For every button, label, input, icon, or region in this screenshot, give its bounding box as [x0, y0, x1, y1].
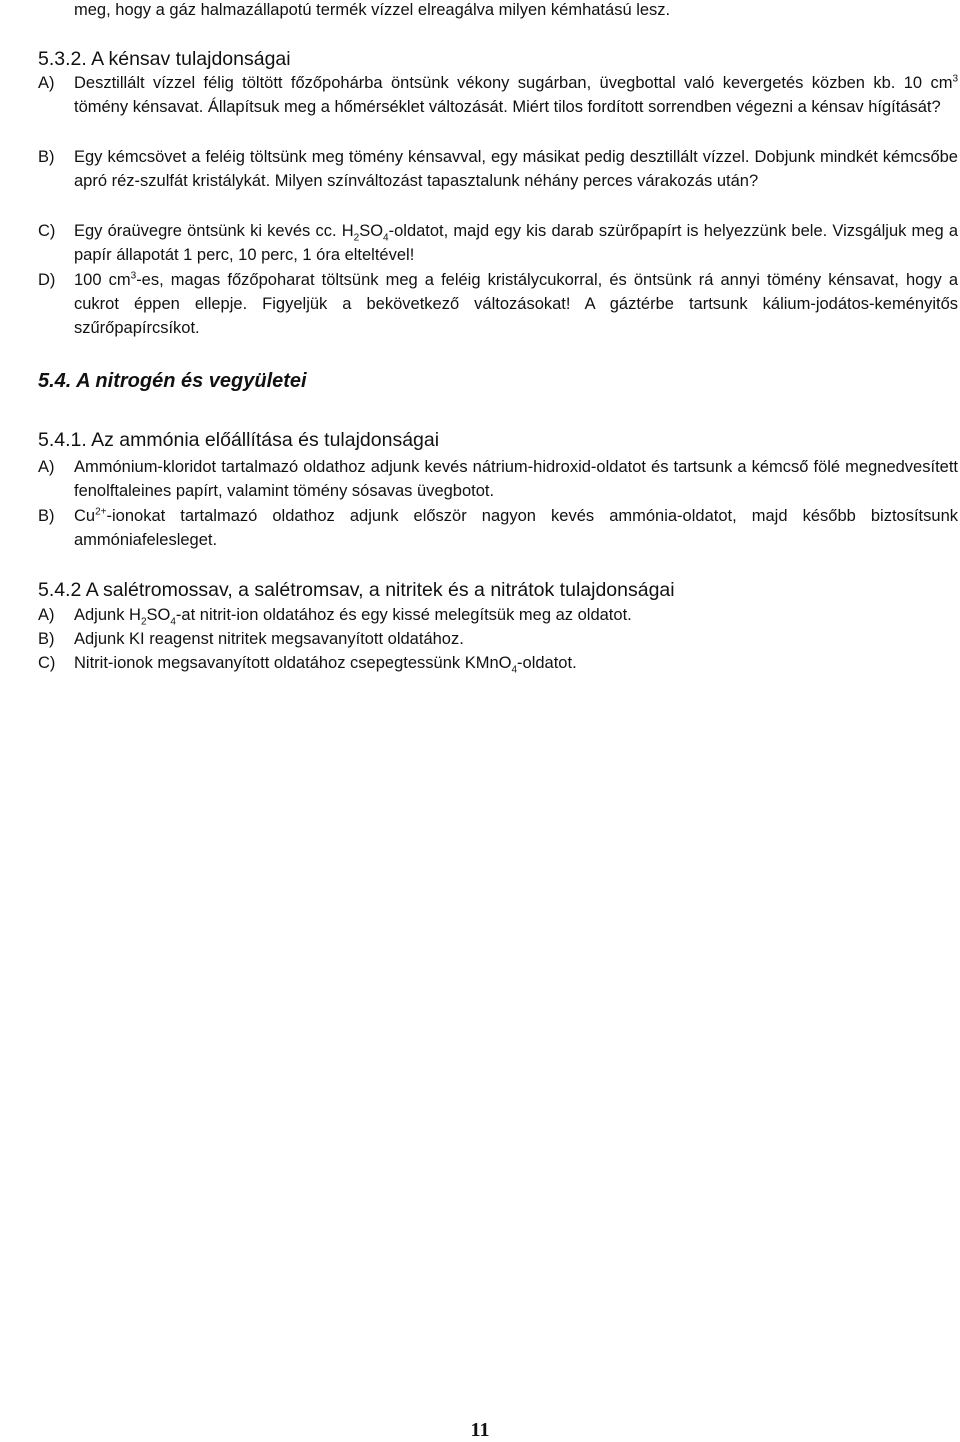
item-text: $Cu^{2+}$-ionokat tartalmazó oldathoz adjunk először nagyon kevés ammónia-oldatot, majd később biztosítsunk ammóniafelesleget. [74, 506, 958, 549]
list-item [38, 145, 958, 193]
list-item [38, 71, 958, 119]
item-label: B) [38, 630, 55, 648]
item-text: Egy kémcsövet a feléig töltsünk meg tömény kénsavval, egy másikat pedig desztillált vízzel. Dobjunk mindkét kémcsőbe apró réz-szulfát kristálykát. Milyen színváltozást tapasztalunk néhány perces várakozás után? [74, 148, 958, 190]
item-label: B) [38, 148, 55, 166]
item-text: Nitrit-ionok megsavanyított oldatához csepegtessünk KMnO$_4$-oldatot. [74, 654, 577, 676]
item-label: A) [38, 74, 55, 92]
list-item [38, 219, 958, 267]
section-heading-5-4: 5.4. A nitrogén és vegyületei [38, 370, 307, 392]
item-label: B) [38, 507, 55, 525]
item-label: C) [38, 654, 56, 672]
section-heading-5-4-1: 5.4.1. Az ammónia előállítása és tulajdonságai [38, 429, 440, 451]
list-item [38, 504, 958, 552]
section-heading-5-4-2: 5.4.2 A salétromossav, a salétromsav, a nitritek és a nitrátok tulajdonságai [38, 579, 675, 601]
item-text: 100 $cm^3-es$, magas főzőpoharat töltsünk meg a feléig kristálycukorral, és öntsünk rá annyi tömény kénsavat, hogy a cukrot éppen ellepje. Figyeljük a bekövetkező változásokat! A gáztérbe tartsunk kálium-jodátos-keményitős szűrőpapírcsíkot. [74, 270, 959, 337]
page-number: 11 [470, 1419, 490, 1441]
item-text: Desztillált vízzel félig töltött főzőpohárba öntsünk vékony sugárban, üvegbottal való kevergetés közben kb. 10 $cm^3$ tömény kénsavat. Állapítsuk meg a hőmérséklet változását. Miért tilos fordított sorrendben végezni a kénsav hígítását? [74, 73, 958, 116]
item-label: A) [38, 458, 55, 476]
list-item [38, 455, 958, 503]
continuation-line: meg, hogy a gáz halmazállapotú termék vízzel elreagálva milyen kémhatású lesz. [74, 1, 671, 19]
item-label: D) [38, 271, 56, 289]
item-text: Adjunk KI reagenst nitritek megsavanyított oldatához. [74, 630, 464, 648]
item-text: Adjunk $H_2SO_4-at$ nitrit-ion oldatához és egy kissé melegítsük meg az oldatot. [74, 606, 632, 628]
item-text: Egy óraüvegre öntsünk ki kevés cc. $H_2SO_4$-oldatot, majd egy kis darab szürőpapírt is helyezzünk bele. Vizsgáljuk meg a papír állapotát 1 perc, 10 perc, 1 óra elteltével! [74, 222, 959, 264]
list-item [38, 651, 958, 675]
item-label: A) [38, 606, 55, 624]
list-item [38, 603, 958, 627]
list-item [38, 627, 958, 651]
section-heading-5-3-2: 5.3.2. A kénsav tulajdonságai [38, 48, 291, 70]
item-label: C) [38, 222, 56, 240]
item-text: Ammónium-kloridot tartalmazó oldathoz adjunk kevés nátrium-hidroxid-oldatot és tartsunk a kémcső fölé megnedvesített fenolftaleines papírt, valamint tömény sósavas üvegbotot. [74, 458, 958, 500]
list-item [38, 268, 958, 340]
